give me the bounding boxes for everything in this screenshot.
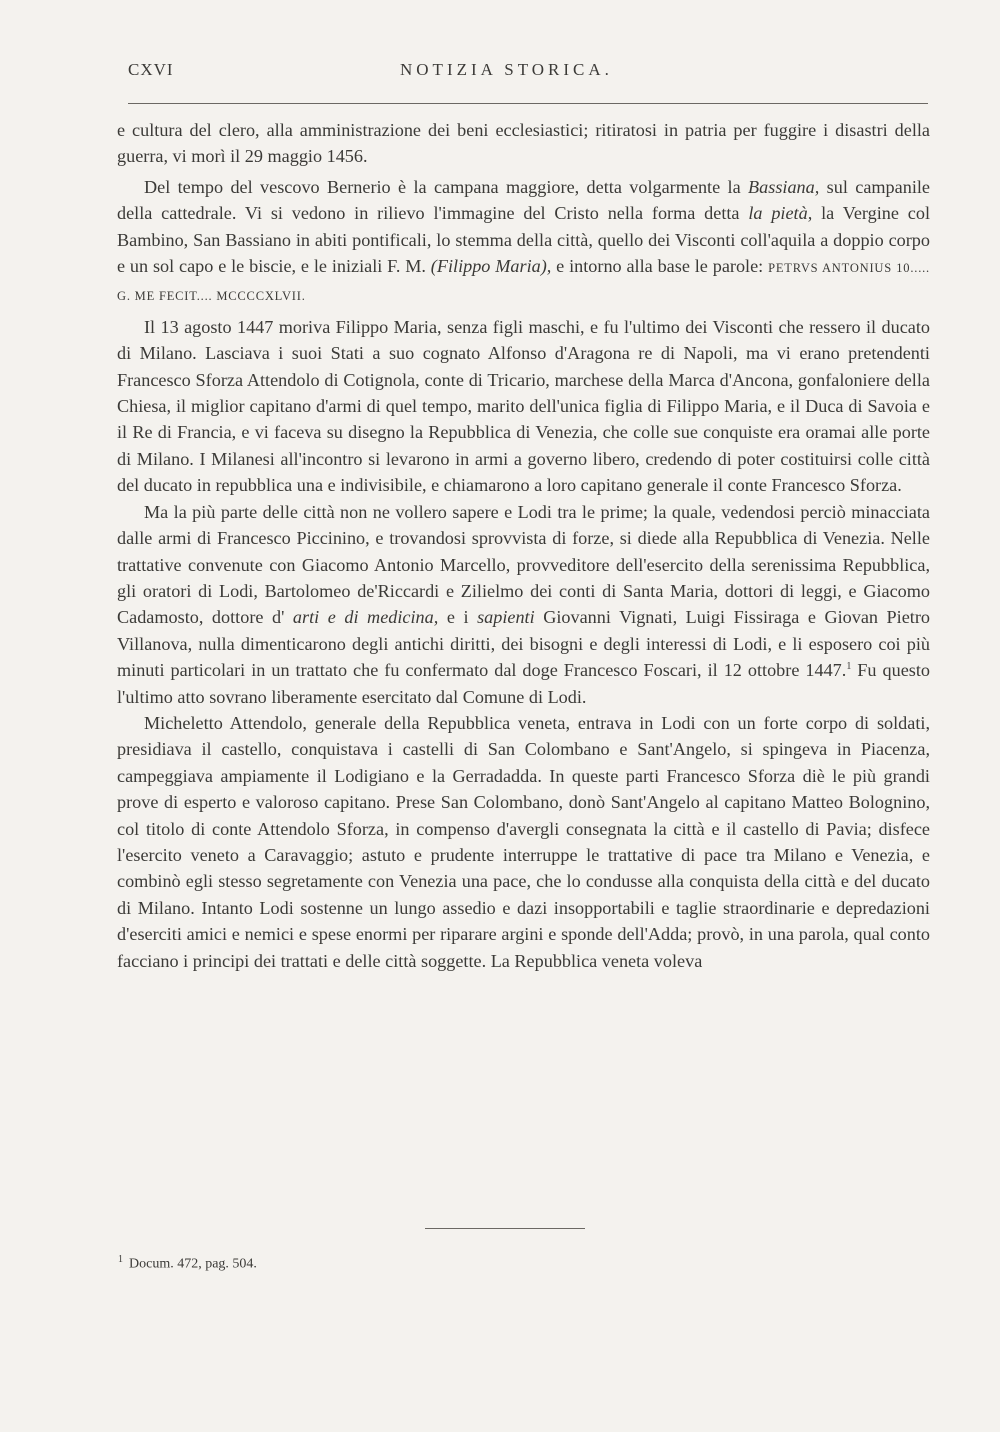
paragraph-2	[117, 174, 930, 310]
paragraph-4-text-4: Fu questo l'ultimo atto sovrano liberamente esercitato dal Comune di Lodi.	[117, 660, 930, 707]
footnote-rule	[425, 1228, 585, 1229]
paragraph-2-italic-3: (Filippo Maria),	[430, 256, 552, 277]
paragraph-1: e cultura del clero, alla amministrazione dei beni ecclesiastici; ritiratosi in patria per fuggire i disastri della guerra, vi morì il 29 maggio 1456.	[117, 120, 930, 167]
paragraph-4-italic-2: sapienti	[477, 607, 535, 628]
paragraph-2-text-4: e intorno alla base le parole:	[551, 256, 769, 277]
footnote	[118, 1254, 257, 1273]
paragraph-2-italic-1: Bassiana,	[748, 176, 820, 197]
paragraph-2-text-1: Del tempo del vescovo Bernerio è la campana maggiore, detta volgarmente la	[144, 176, 749, 197]
paragraph-4-italic-1: arti e di medicina,	[292, 607, 439, 628]
paragraph-2-text-2: sul campanile della cattedrale. Vi si vedono in rilievo l'immagine del Cristo nella forma detta	[117, 176, 930, 224]
paragraph-5: Micheletto Attendolo, generale della Repubblica veneta, entrava in Lodi con un forte corpo di soldati, presidiava il castello, conquistava i castelli di San Colombano e Sant'Angelo, si spingeva in Piacenza, campeggiava ampiamente il Lodigiano e la Gerradadda. In queste parti Francesco Sforza diè le più grandi prove di esperto e valoroso capitano. Prese San Colombano, donò Sant'Angelo al capitano Matteo Bolognino, col titolo di conte Attendolo Sforza, in compenso d'avergli consegnata la città e il castello di Pavia; disfece l'esercito veneto a Caravaggio; astuto e prudente interruppe le trattative di pace tra Milano e Venezia, e combinò egli stesso segretamente con Venezia una pace, che lo condusse alla conquista della città e del ducato di Milano. Intanto Lodi sostenne un lungo assedio e dazi insopportabili e taglie straordinarie e depredazioni d'eserciti amici e nemici e spese enormi per riparare argini e sponde dell'Adda; provò, in una parola, qual conto facciano i principi dei trattati e delle città soggette. La Repubblica veneta voleva	[117, 712, 930, 971]
paragraph-2-text-3: la Vergine col Bambino, San Bassiano in abiti pontificali, lo stemma della città, quello dei Visconti coll'aquila a doppio corpo e un sol capo e le biscie, e le iniziali F. M.	[117, 203, 931, 277]
footnote-reference: 1	[846, 661, 852, 673]
bell-inscription: PETRVS ANTONIUS 10..... G. ME FECIT.... MCCCCXLVII.	[117, 261, 930, 304]
paragraph-4	[117, 499, 930, 710]
body-text	[117, 117, 930, 974]
running-title: NOTIZIA STORICA.	[400, 60, 613, 79]
page-number: CXVI	[128, 60, 174, 79]
paragraph-3: Il 13 agosto 1447 moriva Filippo Maria, senza figli maschi, e fu l'ultimo dei Visconti che ressero il ducato di Milano. Lasciava i suoi Stati a suo cognato Alfonso d'Aragona re di Napoli, ma vi erano pretendenti Francesco Sforza Attendolo di Cotignola, conte di Tricario, marchese della Marca d'Ancona, gonfaloniere della Chiesa, il miglior capitano d'armi di quel tempo, marito dell'unica figlia di Filippo Maria, e il Duca di Savoia e il Re di Francia, e vi faceva su disegno la Repubblica di Venezia, che colle sue conquiste era oramai alle porte di Milano. I Milanesi all'incontro si levarono in armi a governo libero, credendo di poter costituirsi colle città del ducato in repubblica una e indivisibile, e chiamarono a loro capitano generale il conte Francesco Sforza.	[117, 316, 930, 496]
paragraph-4-text-3: Giovanni Vignati, Luigi Fissiraga e Giovan Pietro Villanova, nulla dimenticarono degli antichi diritti, dei bisogni e degli interessi di Lodi, e li esposero coi più minuti particolari in un trattato che fu confermato dal doge Francesco Foscari, il 12 ottobre 1447.	[117, 607, 930, 681]
footnote-mark: 1	[118, 1254, 123, 1265]
page-header	[128, 60, 928, 90]
footnote-text: Docum. 472, pag. 504.	[129, 1256, 257, 1272]
header-rule	[128, 103, 928, 104]
paragraph-4-text-1: Ma la più parte delle città non ne vollero sapere e Lodi tra le prime; la quale, vedendosi perciò minacciata dalle armi di Francesco Piccinino, e trovandosi sprovvista di forze, si diede alla Repubblica di Venezia. Nelle trattative convenute con Giacomo Antonio Marcello, provveditore dell'esercito della serenissima Repubblica, gli oratori di Lodi, Bartolomeo de'Riccardi e Zilielmo dei conti di Santa Maria, dottori di leggi, e Giacomo Cadamosto, dottore d'	[117, 501, 930, 628]
paragraph-4-text-2: e i	[438, 607, 478, 628]
paragraph-2-italic-2: la pietà,	[748, 203, 813, 224]
